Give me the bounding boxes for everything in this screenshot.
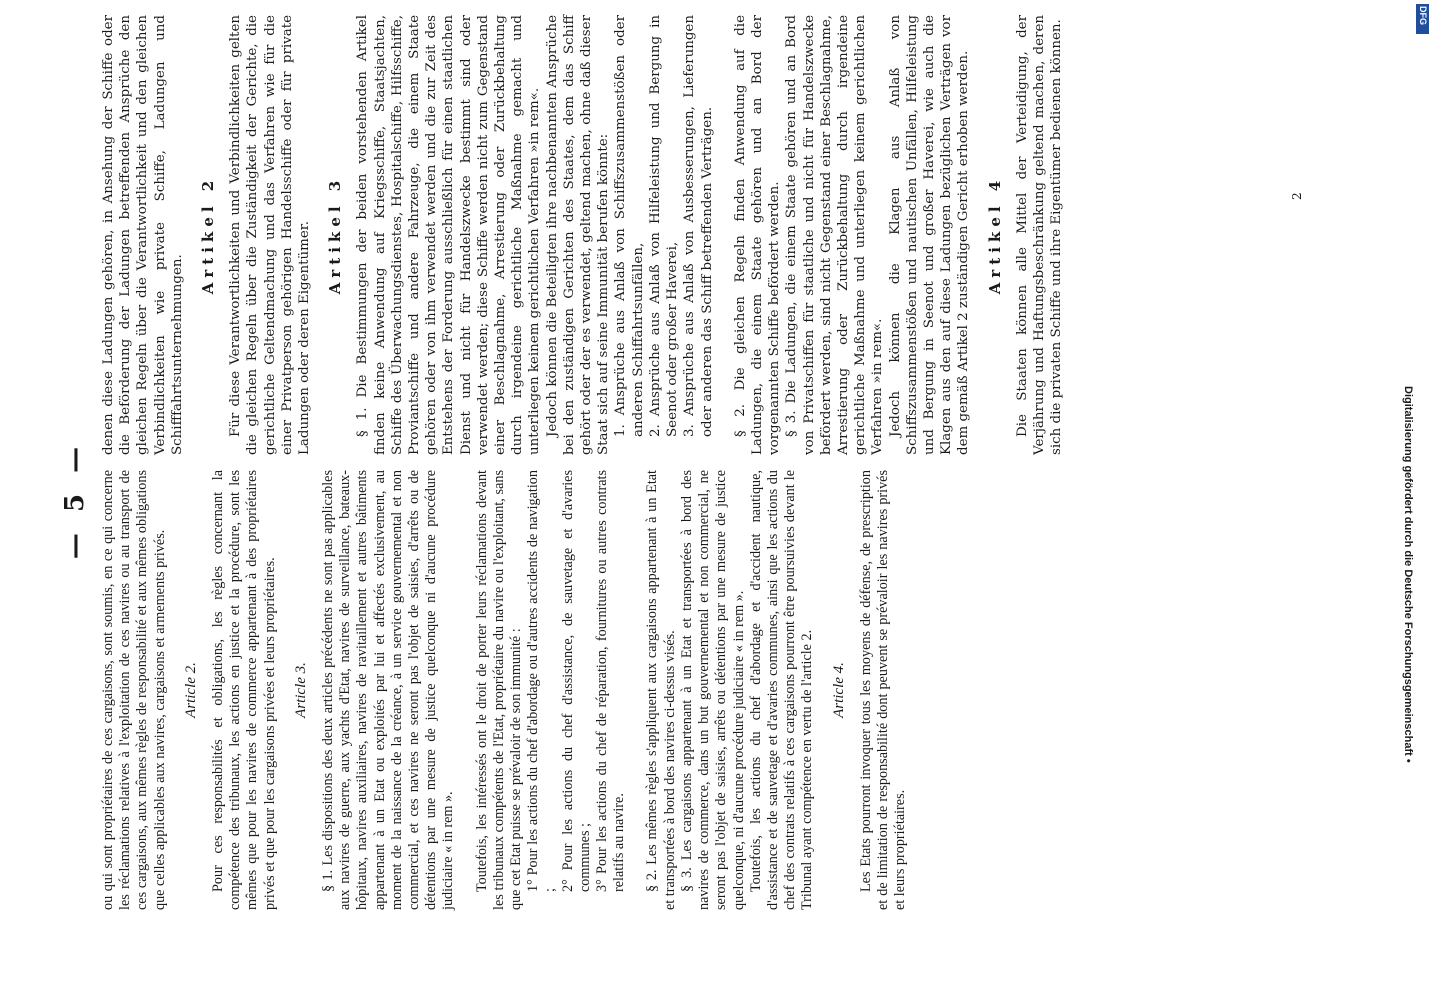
french-article-3-para-5: Toutefois, les actions du chef d'abordage et d'accident nautique, d'assistance et de sauvetage et d'avaries communes, ainsi que les actions du chef des contrats relatifs à ces cargaisons pourront être poursuivies devant le Tribunal ayant compétence en vertu de l'article 2. (747, 470, 816, 910)
german-article-4-text: Die Staaten können alle Mittel der Verteidigung, der Verjährung und Haftungsbeschränkung geltend machen, deren sich die privaten Schiffe und ihre Eigentümer bedienen können. (1014, 15, 1065, 455)
signature-mark: 2 (1290, 192, 1304, 200)
french-article-4-text: Les Etats pourront invoquer tous les moyens de défense, de prescription et de limitation de responsabilité dont peuvent se prévaloir les navires privés et leurs propriétaires. (857, 470, 909, 910)
french-article-3-para-4: § 3. Les cargaisons appartenant à un Etat et transportées à bord des navires de commerce, dans un but gouvernemental et non commercial, ne seront pas l'objet de saisies, arrêts ou détentions par une mesure de justice quelconque, ni d'aucune procédure judiciaire « in rem ». (678, 470, 747, 910)
list-item: 2. Ansprüche aus Anlaß von Hilfeleistung und Bergung in Seenot oder großer Haverei, (647, 15, 681, 437)
french-article-4-title: Article 4. (830, 662, 847, 718)
german-column (100, 15, 1065, 455)
list-item: 2° Pour les actions du chef d'assistance, de sauvetage et d'avaries communes ; (559, 470, 593, 892)
list-item: 1. Ansprüche aus Anlaß von Schiffszusammenstößen oder anderen Schiffahrtsunfällen, (613, 15, 646, 437)
french-intro: ou qui sont propriétaires de ces cargaisons, sont soumis, en ce qui concerne les réclamations relatives à l'exploitation de ces navires ou au transport de ces cargaisons, aux mêmes règles de responsabilité et aux mêmes obligations que celles applicables aux navires, cargaisons et armements privés. (100, 470, 168, 910)
french-article-2-title: Article 2. (182, 662, 199, 718)
french-article-3-para-3: § 2. Les mêmes règles s'appliquent aux cargaisons appartenant à un Etat et transportées à bord des navires ci-dessus visés. (644, 470, 678, 910)
german-article-3-title: Artikel 3 (326, 175, 345, 295)
german-article-4-title: Artikel 4 (985, 175, 1004, 295)
german-article-3-para-1: § 1. Die Bestimmungen der beiden vorstehenden Artikel finden keine Anwendung auf Kriegsschiffe, Staatsjachten, Schiffe des Überwachungsdienstes, Hospitalschiffe, Hilfsschiffe, Proviantschiffe und andere Fahrzeuge, die einem Staate gehören oder von ihm verwendet werden und die zur Zeit des Entstehens der Forderung ausschließlich für einen staatlichen Dienst und nicht für Handelszwecke bestimmt sind oder verwendet werden; diese Schiffe werden nicht zum Gegenstand einer Beschlagnahme, Arrestierung oder Zurückbehaltung durch irgendeine gerichtliche Maßnahme gemacht und unterliegen keinem gerichtlichen Verfahren »in rem«. (355, 15, 543, 455)
digitization-note-text: Digitalisierung gefördert durch die Deutsche Forschungsgemeinschaft • (1402, 386, 1414, 763)
dfg-logo (1416, 4, 1429, 34)
german-intro: denen diese Ladungen gehören, in Ansehung der Schiffe oder die Beförderung der Ladungen betreffenden Ansprüche den gleichen Regeln über die Verantwortlichkeit und den gleichen Verbindlichkeiten wie private Schiffe, Ladungen und Schifffahrtsunternehmungen. (101, 15, 185, 455)
german-article-3-para-5: Jedoch können die Klagen aus Anlaß von Schiffszusammenstößen und nautischen Unfällen, Hilfeleistung und Bergung in Seenot und großer Haverei, wie auch die Klagen aus den auf diese Ladungen bezüglichen Verträgen vor dem gemäß Artikel 2 zuständigen Gericht erhoben werden. (887, 15, 972, 455)
german-article-3-list (612, 15, 715, 455)
list-item: 3. Ansprüche aus Anlaß von Ausbesserungen, Lieferungen oder anderen das Schiff betreffenden Verträgen. (682, 15, 715, 437)
french-column (100, 470, 909, 910)
german-article-2-text: Für diese Verantwortlichkeiten und Verbindlichkeiten gelten die gleichen Regeln über die Zuständigkeit der Gerichte, die gerichtliche Geltendmachung und das Verfahren wie für die einer Privatperson gehörigen Handelsschiffe oder für private Ladungen oder deren Eigentümer. (228, 15, 313, 455)
list-item: 1° Pour les actions du chef d'abordage ou d'autres accidents de navigation ; (525, 470, 559, 892)
dfg-logo-text: DFG (1418, 6, 1428, 25)
french-article-2-text: Pour ces responsabilités et obligations, les règles concernant la compétence des tribunaux, les actions en justice et la procédure, sont les mêmes que pour les navires de commerce appartenant à des propriétaires privés et que pour les cargaisons privées et leurs propriétaires. (210, 470, 278, 910)
french-article-3-para-2: Toutefois, les intéressés ont le droit de porter leurs réclamations devant les tribunaux compétents de l'Etat, propriétaire du navire ou l'exploitant, sans que cet Etat puisse se prévaloir de son immunité : (473, 470, 525, 910)
page-number-header: — 5 — (60, 440, 90, 560)
digitization-note (1402, 6, 1430, 996)
german-article-3-para-4: § 3. Die Ladungen, die einem Staate gehören und an Bord von Privatschiffen für staatliche und nicht für Handelszwecke befördert werden, sind nicht Gegenstand einer Beschlagnahme, Arrestierung oder Zurückbehaltung durch irgendeine gerichtliche Maßnahme und unterliegen keinem gerichtlichen Verfahren »in rem«. (784, 15, 886, 455)
french-article-3-title: Article 3. (292, 662, 309, 718)
german-article-3-para-3: § 2. Die gleichen Regeln finden Anwendung auf die Ladungen, die einem Staate gehören und an Bord der vorgenannten Schiffe befördert werden. (732, 15, 783, 455)
french-article-3-list (525, 470, 628, 910)
list-item: 3° Pour les actions du chef de réparation, fournitures ou autres contrats relatifs au navire. (594, 470, 628, 892)
french-article-3-para-1: § 1. Les dispositions des deux articles précédents ne sont pas applicables aux navires de guerre, aux yachts d'Etat, navires de surveillance, bateaux-hôpitaux, navires auxiliaires, navires de ravitaillement et autres bâtiments appartenant à un Etat ou exploités par lui et affectés exclusivement, au moment de la naissance de la créance, à un service gouvernemental et non commercial, et ces navires ne seront pas l'objet de saisies, d'arrêts ou de détentions par une mesure de justice quelconque ni d'aucune procédure judiciaire « in rem ». (320, 470, 457, 910)
german-article-2-title: Artikel 2 (199, 175, 218, 295)
german-article-3-para-2: Jedoch können die Beteiligten ihre nachbenannten Ansprüche bei den zuständigen Gerichten des Staates, dem das Schiff gehört oder der es verwendet, geltend machen, ohne daß dieser Staat sich auf seine Immunität berufen könnte: (544, 15, 612, 455)
